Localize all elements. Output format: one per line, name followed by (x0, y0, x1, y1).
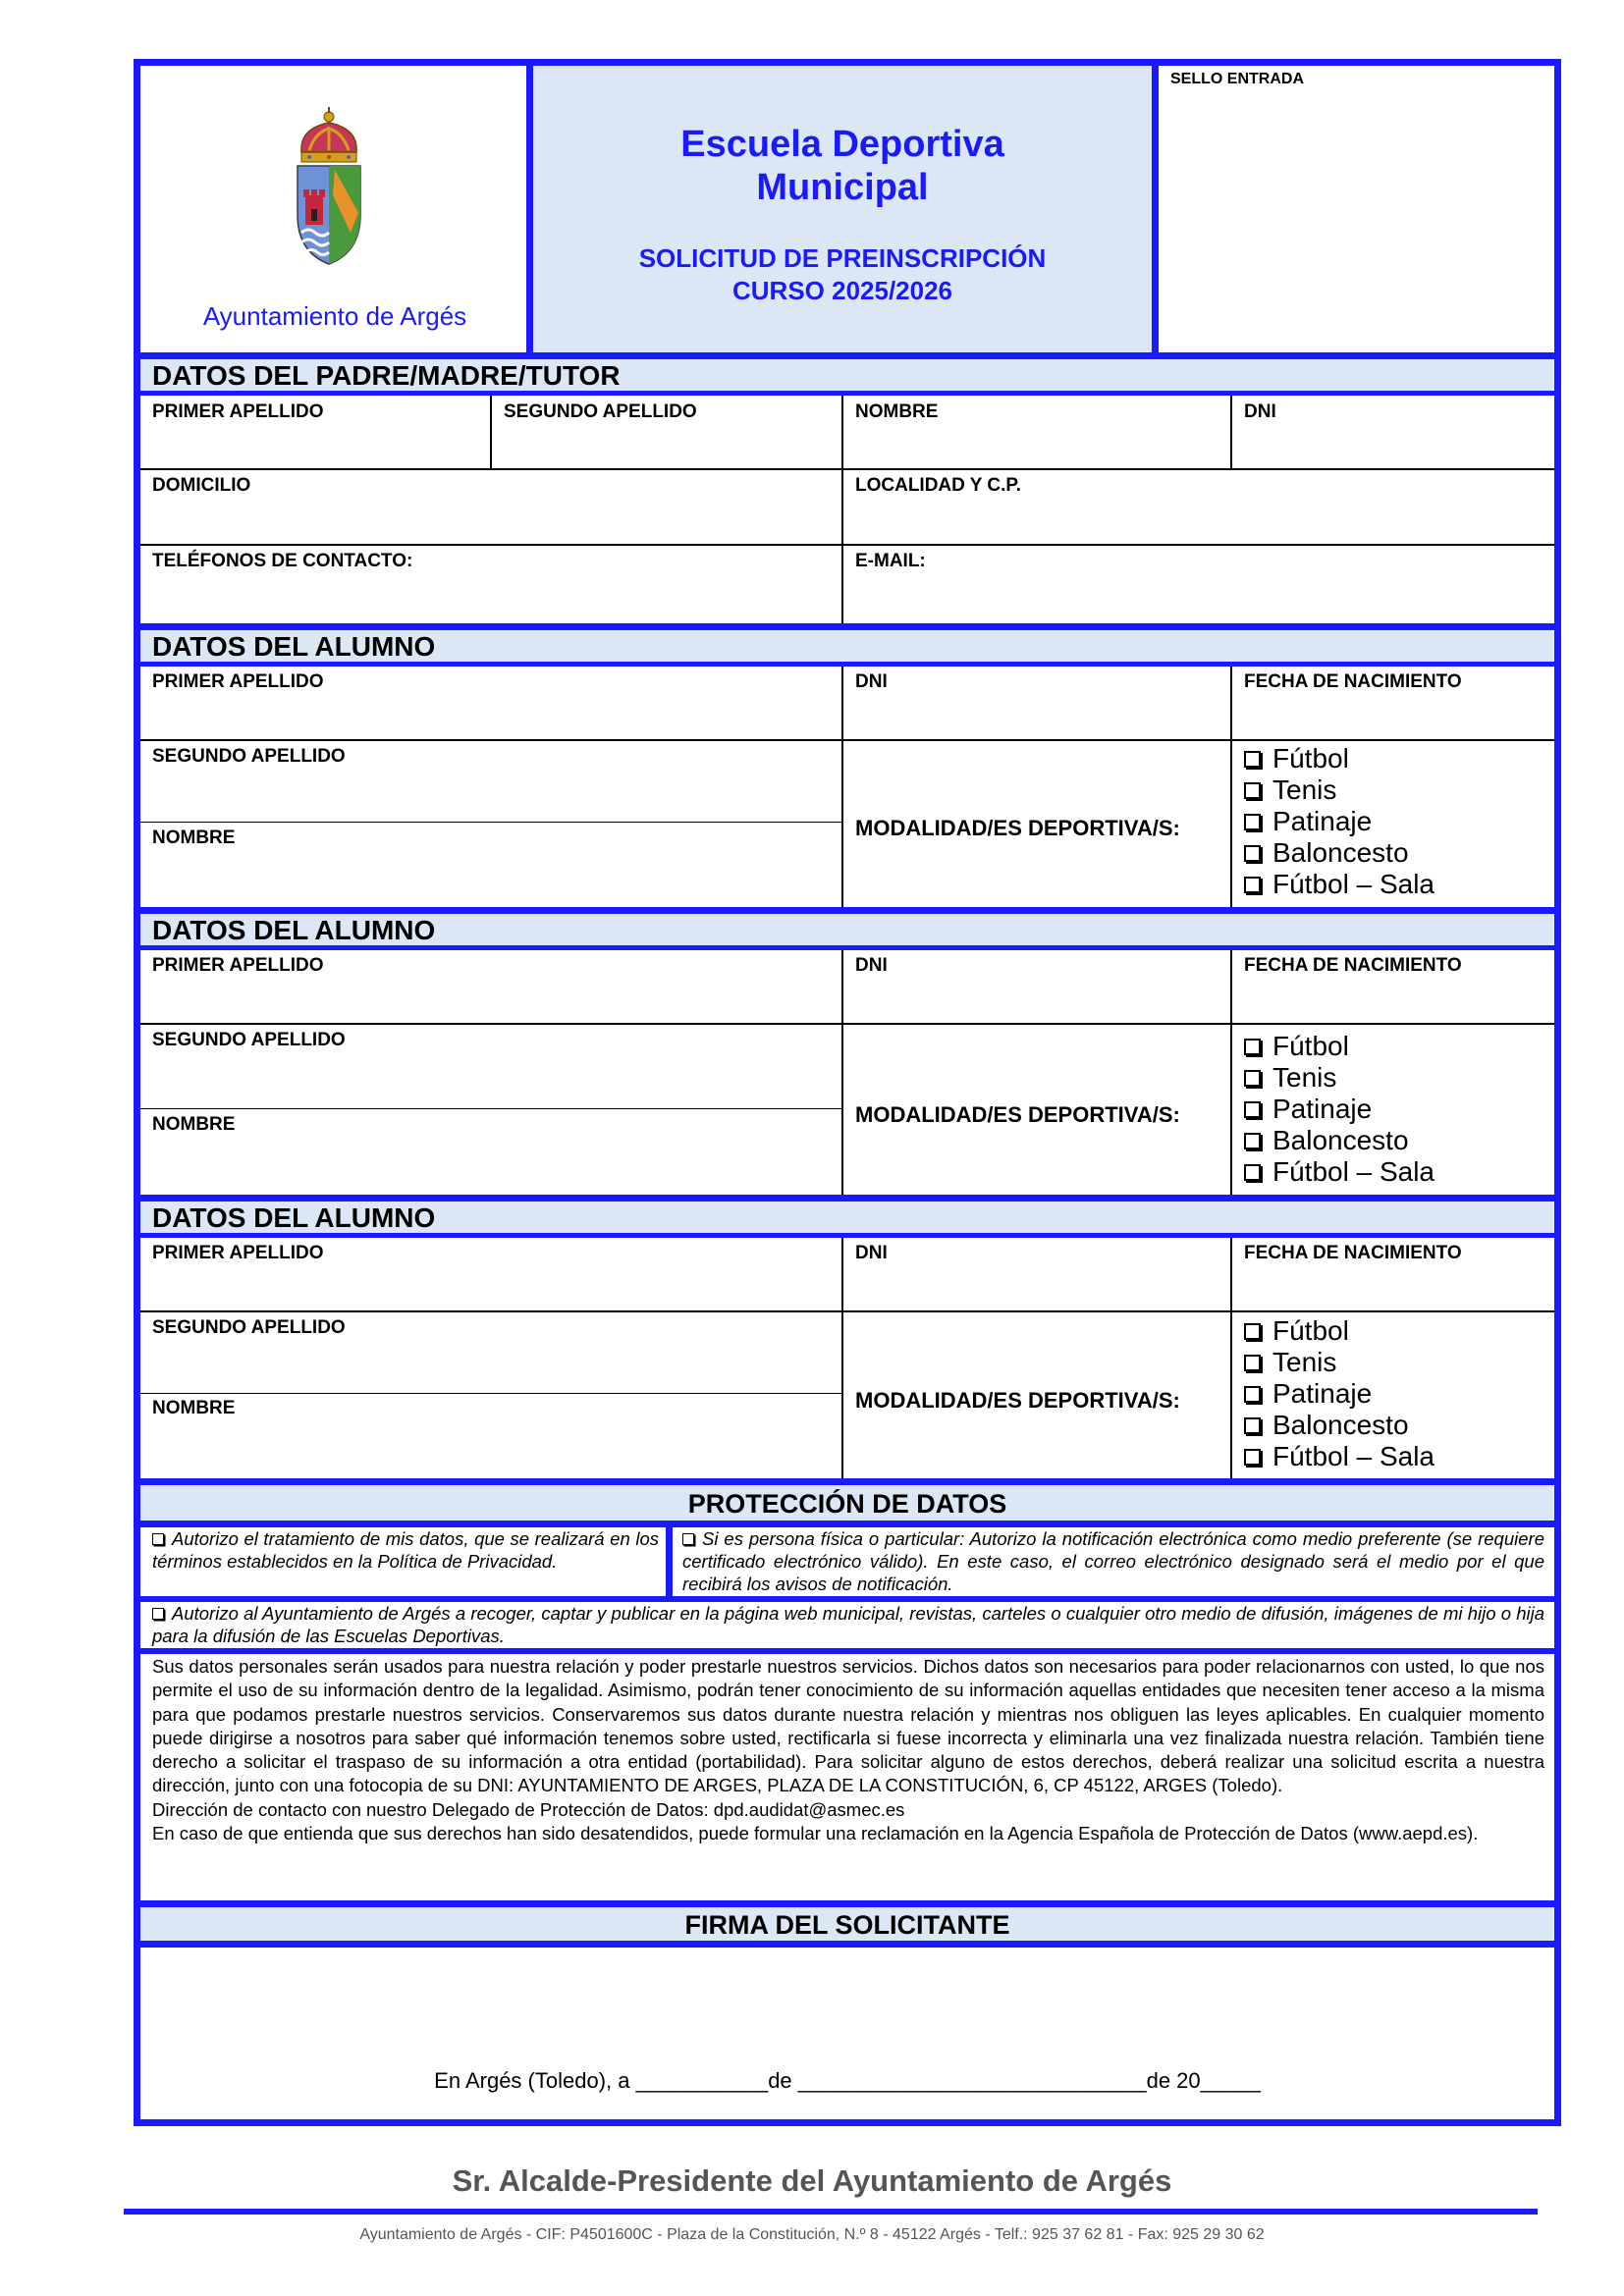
checkbox-skating[interactable]: Patinaje (1244, 806, 1372, 837)
preinscription-form (134, 59, 1561, 2126)
consent-images[interactable]: Autorizo al Ayuntamiento de Argés a recoger, captar y publicar en la página web municipal, revistas, carteles o cualquier otro medio de difusión, imágenes de mi hijo o hija para la difusión de las Escuelas Deportivas. (152, 1603, 1544, 1646)
checkbox-basketball[interactable]: Baloncesto (1244, 1410, 1409, 1441)
divider (1230, 667, 1232, 912)
school-title: Escuela Deportiva Municipal (680, 124, 1004, 208)
signature-band (140, 1941, 1554, 1948)
dpo-contact: Dirección de contacto con nuestro Delegado de Protección de Datos: dpd.audidat@asmec.es (152, 1798, 905, 1820)
form-title: SOLICITUD DE PREINSCRIPCIÓN CURSO 2025/2026 (638, 243, 1047, 305)
guardian-locality-label: LOCALIDAD Y C.P. (855, 475, 1021, 496)
student-1-birth-date-label: FECHA DE NACIMIENTO (1244, 671, 1462, 692)
header-logo-cell (140, 66, 529, 352)
guardian-dni-label: DNI (1244, 401, 1276, 422)
student-2-second-surname-label: SEGUNDO APELLIDO (152, 1030, 346, 1050)
divider (841, 667, 843, 912)
checkbox-football[interactable]: Fútbol (1244, 1031, 1349, 1062)
divider (140, 544, 1554, 546)
header-title-cell (533, 66, 1152, 352)
stamp-cell (1159, 66, 1554, 352)
data-protection-section-title: PROTECCIÓN DE DATOS (140, 1485, 1554, 1521)
divider (140, 822, 841, 823)
consent-electronic[interactable]: Si es persona física o particular: Autorizo la notificación electrónica como medio preferente (se requiere certificado electrónico válido). En este caso, el correo electrónico designado será el medio por el que recibirá los avisos de notificación. (682, 1528, 1544, 1594)
checkbox-football[interactable]: Fútbol (1244, 1315, 1349, 1347)
header-bottom-band (140, 352, 1554, 359)
student-1-bottom-band (140, 907, 1554, 914)
student-2-band (140, 945, 1554, 950)
municipality-name: Ayuntamiento de Argés (202, 301, 467, 331)
checkbox-futsal[interactable]: Fútbol – Sala (1244, 1156, 1435, 1188)
student-3-sports-label: MODALIDAD/ES DEPORTIVA/S: (855, 1388, 1180, 1413)
guardian-address-label: DOMICILIO (152, 475, 251, 496)
footer-rule (124, 2209, 1538, 2215)
guardian-section-title: DATOS DEL PADRE/MADRE/TUTOR (140, 359, 1554, 391)
student-2-name-label: NOMBRE (152, 1114, 236, 1135)
divider (140, 1108, 841, 1109)
student-2-sports-label: MODALIDAD/ES DEPORTIVA/S: (855, 1102, 1180, 1127)
checkbox-basketball[interactable]: Baloncesto (1244, 837, 1409, 869)
consent-divider (666, 1527, 673, 1596)
student-2-bottom-band (140, 1195, 1554, 1201)
student-2-dni-label: DNI (855, 955, 888, 976)
divider (140, 1023, 1554, 1025)
student-1-second-surname-label: SEGUNDO APELLIDO (152, 746, 346, 767)
divider (841, 950, 843, 1200)
student-3-second-surname-label: SEGUNDO APELLIDO (152, 1317, 346, 1338)
footer-contact: Ayuntamiento de Argés - CIF: P4501600C - Plaza de la Constitución, N.º 8 - 45122 Argés - Telf.: 925 37 62 81 - Fax: 925 29 30 62 (359, 2226, 1265, 2243)
data-protection-band (140, 1521, 1554, 1527)
signature-section-title: FIRMA DEL SOLICITANTE (140, 1907, 1554, 1941)
header-divider (526, 66, 533, 352)
divider (841, 1238, 843, 1483)
coat-of-arms-icon (280, 105, 378, 272)
consent-privacy[interactable]: Autorizo el tratamiento de mis datos, que se realizará en los términos establecidos en la Política de Privacidad. (152, 1528, 659, 1572)
guardian-email-label: E-MAIL: (855, 551, 926, 571)
guardian-band (140, 391, 1554, 396)
stamp-label: SELLO ENTRADA (1170, 71, 1304, 87)
student-1-dni-label: DNI (855, 671, 888, 692)
privacy-notice (152, 1655, 1544, 1845)
student-3-first-surname-label: PRIMER APELLIDO (152, 1243, 324, 1263)
divider (140, 1393, 841, 1394)
student-3-birth-date-label: FECHA DE NACIMIENTO (1244, 1243, 1462, 1263)
student-1-name-label: NOMBRE (152, 828, 236, 848)
checkbox-futsal[interactable]: Fútbol – Sala (1244, 869, 1435, 900)
checkbox-tennis[interactable]: Tenis (1244, 1062, 1336, 1094)
guardian-name-label: NOMBRE (855, 401, 939, 422)
checkbox-skating[interactable]: Patinaje (1244, 1094, 1372, 1125)
checkbox-skating[interactable]: Patinaje (1244, 1378, 1372, 1410)
divider (1230, 950, 1232, 1200)
addressee: Sr. Alcalde-Presidente del Ayuntamiento de Argés (452, 2163, 1172, 2198)
student-1-first-surname-label: PRIMER APELLIDO (152, 671, 324, 692)
student-3-section-title: DATOS DEL ALUMNO (140, 1201, 1554, 1233)
divider (140, 468, 1554, 470)
student-3-band (140, 1233, 1554, 1238)
checkbox-tennis[interactable]: Tenis (1244, 774, 1336, 806)
guardian-first-surname-label: PRIMER APELLIDO (152, 401, 324, 422)
signature-place-date: En Argés (Toledo), a ___________de _____________________________de 20_____ (434, 2068, 1261, 2093)
student-1-band (140, 662, 1554, 667)
divider (490, 396, 492, 468)
student-2-birth-date-label: FECHA DE NACIMIENTO (1244, 955, 1462, 976)
student-2-section-title: DATOS DEL ALUMNO (140, 914, 1554, 945)
student-1-sports-label: MODALIDAD/ES DEPORTIVA/S: (855, 816, 1180, 840)
student-3-name-label: NOMBRE (152, 1398, 236, 1418)
student-2-first-surname-label: PRIMER APELLIDO (152, 955, 324, 976)
divider (1230, 1238, 1232, 1483)
consent-images-band (140, 1648, 1554, 1654)
privacy-bottom-band (140, 1900, 1554, 1907)
student-3-dni-label: DNI (855, 1243, 888, 1263)
checkbox-futsal[interactable]: Fútbol – Sala (1244, 1441, 1435, 1472)
checkbox-basketball[interactable]: Baloncesto (1244, 1125, 1409, 1156)
privacy-text: Sus datos personales serán usados para nuestra relación y poder prestarle nuestros servicios. Dichos datos son necesarios para poder relacionarnos con usted, lo que nos permite el uso de su información dentro de la legalidad. Asimismo, podrán tener conocimiento de su información aquellas entidades que necesiten tener acceso a la misma para que podamos prestarle nuestros servicios. Conservaremos sus datos durante nuestra relación y mientras nos obliguen las leyes aplicables. En cualquier momento puede dirigirse a nosotros para saber qué información tenemos sobre usted, rectificarla si fuese incorrecta y eliminarla una vez finalizada nuestra relación. También tiene derecho a solicitar el traspaso de su información a otra entidad (portabilidad). Para solicitar alguno de estos derechos, deberá realizar una solicitud escrita a nuestra dirección, junto con una fotocopia de su DNI: AYUNTAMIENTO DE ARGES, PLAZA DE LA CONSTITUCIÓN, 6, CP 45122, ARGES (Toledo). (152, 1656, 1544, 1796)
guardian-second-surname-label: SEGUNDO APELLIDO (504, 401, 697, 422)
checkbox-football[interactable]: Fútbol (1244, 743, 1349, 774)
complaint-text: En caso de que entienda que sus derechos han sido desatendidos, puede formular una reclamación en la Agencia Española de Protección de Datos (www.aepd.es). (152, 1823, 1479, 1844)
guardian-phones-label: TELÉFONOS DE CONTACTO: (152, 551, 413, 571)
header-divider-2 (1152, 66, 1159, 352)
guardian-bottom-band (140, 623, 1554, 630)
checkbox-tennis[interactable]: Tenis (1244, 1347, 1336, 1378)
divider (140, 1310, 1554, 1312)
student-3-bottom-band (140, 1478, 1554, 1485)
divider (1230, 396, 1232, 468)
student-1-section-title: DATOS DEL ALUMNO (140, 630, 1554, 662)
divider (140, 739, 1554, 741)
